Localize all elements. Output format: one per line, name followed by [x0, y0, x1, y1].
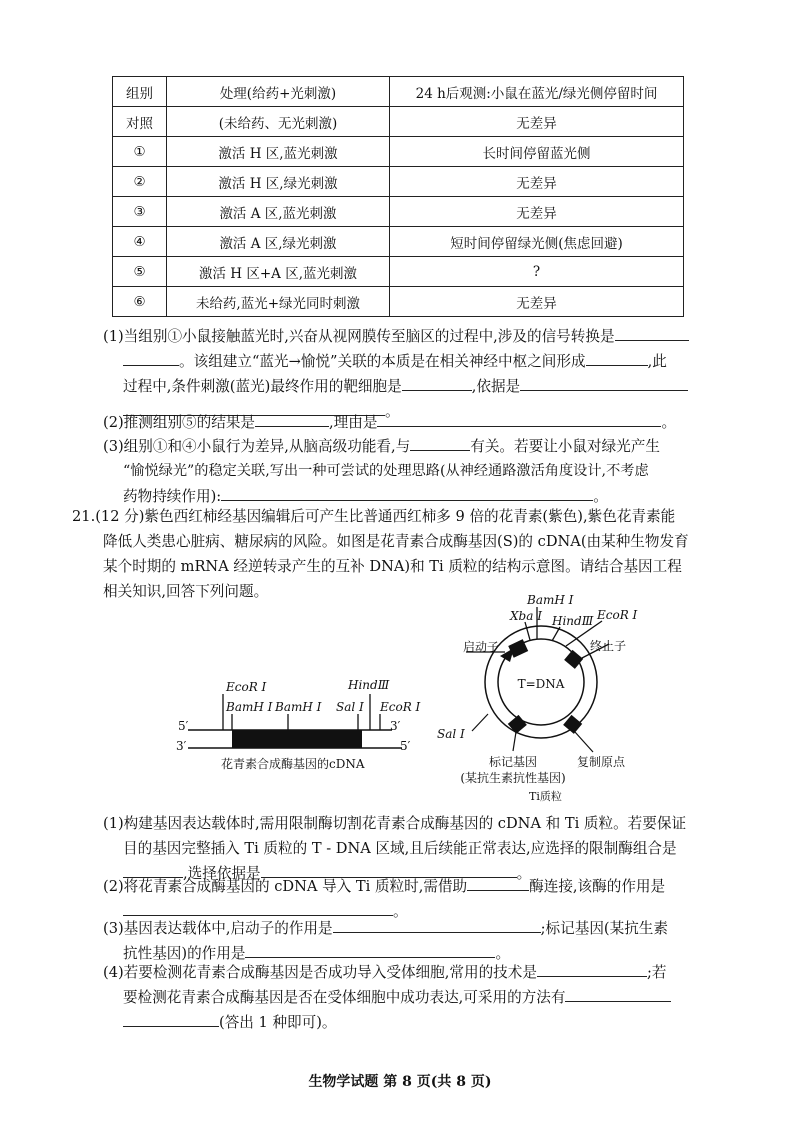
table-cell: 无差异: [390, 107, 684, 137]
marker-note: (某抗生素抗性基因): [460, 771, 566, 785]
table-header-cell: 组别: [113, 77, 167, 107]
answer-blank[interactable]: [255, 412, 329, 427]
table-row: [113, 227, 684, 257]
plasmid-site-label: BamH Ⅰ: [527, 593, 574, 607]
q21-p1-text-d: 。: [516, 865, 532, 882]
table-cell: (未给药、无光刺激): [167, 107, 390, 137]
promoter-arrow-icon: [500, 648, 514, 662]
label-pointer: [575, 732, 593, 752]
q21-part4: [103, 960, 733, 1035]
q21-line4: 相关知识,回答下列问题。: [103, 583, 269, 600]
q20-p3-text-a: (3)组别①和④小鼠行为差异,从脑高级功能看,与: [103, 438, 411, 455]
table-row: [113, 287, 684, 317]
q21-part3: [103, 916, 733, 966]
ti-plasmid-diagram: [437, 593, 638, 803]
q20-part1: [103, 324, 733, 424]
gene-s-region: [232, 730, 362, 748]
strand-end-label: 5′: [400, 739, 411, 753]
table-header-cell: 处理(给药+光刺激): [167, 77, 390, 107]
cdna-caption: 花青素合成酶基因的cDNA: [221, 757, 365, 771]
answer-blank[interactable]: [333, 918, 541, 933]
table-cell: ?: [390, 257, 684, 287]
q21-p3-text-b: ;标记基因(某抗生素: [540, 920, 668, 937]
q21-p2-text-b: 酶连接,该酶的作用是: [529, 878, 666, 895]
answer-blank[interactable]: [565, 987, 671, 1002]
tdna-label: T=DNA: [517, 677, 565, 691]
plasmid-site-label: HindⅢ: [552, 614, 594, 628]
marker-gene-block: [508, 715, 527, 734]
cdna-site-label: Sal Ⅰ: [336, 700, 364, 714]
q21-p4-text-c: 要检测花青素合成酶基因是否在受体细胞中成功表达,可采用的方法有: [123, 989, 566, 1006]
table-header-row: [113, 77, 684, 107]
q20-p3-text-c: “愉悦绿光”的稳定关联,写出一种可尝试的处理思路(从神经通路激活角度设计,不考虑: [123, 463, 649, 479]
table-row: [113, 167, 684, 197]
q20-p1-text-f: 。: [385, 403, 400, 420]
q20-part3: [103, 434, 733, 509]
answer-blank[interactable]: [520, 376, 688, 391]
cdna-site-label: BamH Ⅰ: [226, 700, 273, 714]
table-cell: 长时间停留蓝光侧: [390, 137, 684, 167]
q21-p2-text-c: 。: [393, 903, 408, 920]
cdna-site-label: BamH Ⅰ: [275, 700, 322, 714]
q21-line3: 某个时期的 mRNA 经逆转录产生的互补 DNA)和 Ti 质粒的结构示意图。请结合基因工程: [103, 558, 682, 575]
q21-p3-text-d: 。: [495, 945, 511, 962]
table-cell: 无差异: [390, 287, 684, 317]
plasmid-caption: Ti质粒: [529, 790, 562, 803]
q21-p2-text-a: (2)将花青素合成酶基因的 cDNA 导入 Ti 质粒时,需借助: [103, 878, 468, 895]
q21-stem: [72, 504, 732, 604]
q21-p4-text-d: (答出 1 种即可)。: [219, 1014, 337, 1031]
q21-line2: 降低人类患心脏病、糖尿病的风险。如图是花青素合成酶基因(S)的 cDNA(由某种生物发育: [103, 533, 689, 550]
site-pointer: [525, 622, 530, 640]
table-cell: 激活 H 区+A 区,蓝光刺激: [167, 257, 390, 287]
table-cell: 无差异: [390, 167, 684, 197]
answer-blank[interactable]: [586, 351, 648, 366]
q21-p3-text-c: 抗性基因)的作用是: [123, 945, 246, 962]
q20-p2-text-b: ,理由是: [329, 414, 378, 431]
page-footer: 生物学试题 第 8 页(共 8 页): [308, 1074, 492, 1090]
q20-p2-text-c: 。: [661, 414, 677, 431]
answer-blank[interactable]: [123, 901, 393, 916]
site-pointer: [472, 714, 488, 731]
table-cell: 激活 A 区,蓝光刺激: [167, 197, 390, 227]
table-cell: ②: [113, 167, 167, 197]
table-cell: ⑥: [113, 287, 167, 317]
answer-blank[interactable]: [537, 962, 647, 977]
cdna-site-label: HindⅢ: [348, 678, 390, 692]
table-cell: 激活 H 区,绿光刺激: [167, 167, 390, 197]
answer-blank[interactable]: [377, 412, 661, 427]
q20-part2: [103, 410, 733, 435]
q21-p4-text-b: ;若: [646, 964, 667, 981]
origin-label: 复制原点: [577, 755, 626, 769]
answer-blank[interactable]: [615, 326, 689, 341]
table-cell: ③: [113, 197, 167, 227]
q20-p1-text-d: 过程中,条件刺激(蓝光)最终作用的靶细胞是: [123, 378, 402, 395]
q20-p1-text-a: (1)当组别①小鼠接触蓝光时,兴奋从视网膜传至脑区的过程中,涉及的信号转换是: [103, 328, 615, 345]
answer-blank[interactable]: [402, 376, 472, 391]
table-row: [113, 137, 684, 167]
table-cell: 短时间停留绿光侧(焦虑回避): [390, 227, 684, 257]
marker-label: 标记基因: [488, 755, 538, 769]
table-cell: 无差异: [390, 197, 684, 227]
q20-p3-text-b: 有关。若要让小鼠对绿光产生: [470, 438, 660, 455]
experiment-table: [112, 76, 684, 317]
strand-end-label: 3′: [176, 739, 187, 753]
q20-p2-text-a: (2)推测组别⑤的结果是: [103, 414, 256, 431]
answer-blank[interactable]: [410, 436, 470, 451]
table-row: [113, 257, 684, 287]
cdna-diagram: [176, 678, 421, 771]
answer-blank[interactable]: [123, 1012, 219, 1027]
promoter-label: 启动子: [463, 640, 500, 654]
plasmid-site-label: Sal Ⅰ: [437, 727, 465, 741]
plasmid-site-label: EcoR Ⅰ: [597, 608, 638, 622]
q20-p3-text-d: 药物持续作用):: [123, 488, 222, 505]
cdna-site-label: EcoR Ⅰ: [226, 680, 267, 694]
q21-p1-text-a: (1)构建基因表达载体时,需用限制酶切割花青素合成酶基因的 cDNA 和 Ti 质粒。若要保证: [103, 815, 687, 832]
q21-p4-text-a: (4)若要检测花青素合成酶基因是否成功导入受体细胞,常用的技术是: [103, 964, 537, 981]
q20-p1-text-b: 。该组建立“蓝光→愉悦”关联的本质是在相关神经中枢之间形成: [179, 353, 586, 370]
q20-p1-text-e: ,依据是: [471, 378, 521, 395]
table-cell: 未给药,蓝光+绿光同时刺激: [167, 287, 390, 317]
table-cell: 激活 A 区,绿光刺激: [167, 227, 390, 257]
plasmid-site-label: Xba Ⅰ: [510, 609, 542, 623]
cdna-site-label: EcoR Ⅰ: [380, 700, 421, 714]
q21-line1: (12 分)紫色西红柿经基因编辑后可产生比普通西红柿多 9 倍的花青素(紫色),紫色花青素能: [95, 508, 676, 525]
answer-blank[interactable]: [467, 876, 529, 891]
site-pointer: [552, 627, 560, 641]
q20-p1-text-c: ,此: [647, 353, 667, 370]
answer-blank[interactable]: [123, 351, 179, 366]
table-cell: ⑤: [113, 257, 167, 287]
q21-p1-text-c: ,选择依据是: [183, 865, 261, 882]
table-header-cell: 24 h后观测:小鼠在蓝光/绿光侧停留时间: [390, 77, 684, 107]
label-pointer: [513, 732, 516, 751]
table-cell: 对照: [113, 107, 167, 137]
table-cell: ④: [113, 227, 167, 257]
q20-p3-text-e: 。: [593, 488, 608, 505]
table-row: [113, 197, 684, 227]
gene-figure: [0, 590, 800, 805]
table-cell: 激活 H 区,蓝光刺激: [167, 137, 390, 167]
answer-blank[interactable]: [221, 486, 593, 501]
table-row: [113, 107, 684, 137]
q21-p1-text-b: 目的基因完整插入 Ti 质粒的 T - DNA 区域,且后续能正常表达,应选择的限制酶组合是: [123, 840, 677, 857]
answer-blank[interactable]: [245, 943, 495, 958]
strand-end-label: 3′: [390, 719, 401, 733]
strand-end-label: 5′: [178, 719, 189, 733]
q21-number: 21.: [72, 508, 96, 525]
q21-p3-text-a: (3)基因表达载体中,启动子的作用是: [103, 920, 333, 937]
table-cell: ①: [113, 137, 167, 167]
terminator-label: 终止子: [590, 639, 627, 653]
